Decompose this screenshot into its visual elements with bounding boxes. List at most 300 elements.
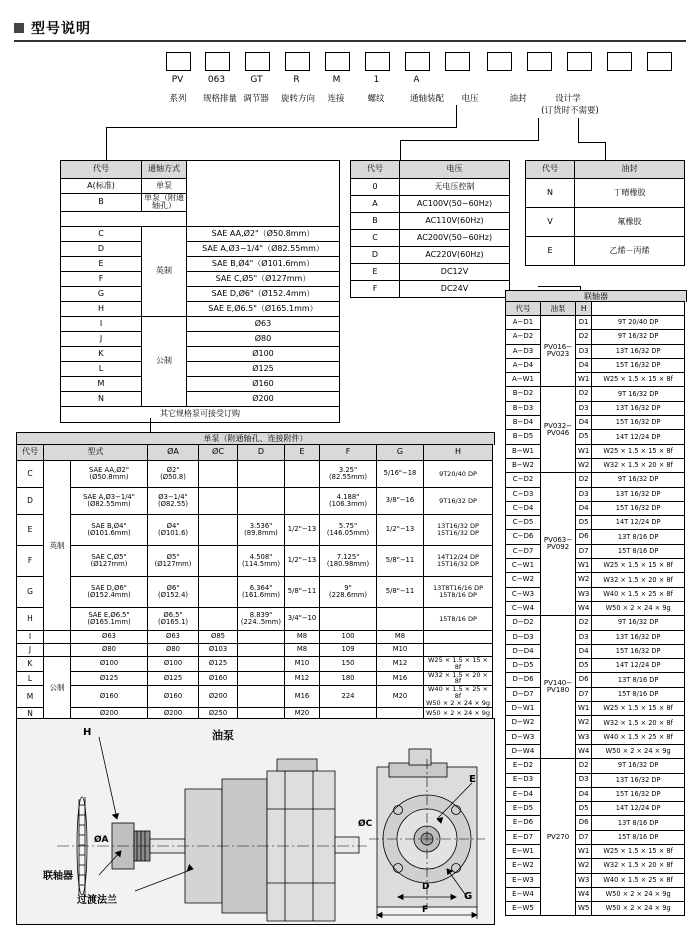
coupling-h: 15T 16/32 DP — [592, 644, 685, 658]
coupling-row-6 — [506, 401, 685, 415]
coupling-code: A−W1 — [506, 373, 541, 387]
connector-line — [578, 142, 605, 143]
main-code: N — [17, 707, 44, 720]
model-code-value-7: A — [413, 75, 420, 85]
coupling-pump: W4 — [576, 887, 592, 901]
col-header-seal: 油封 — [575, 161, 685, 179]
shaft-mode: Ø100 — [187, 346, 340, 361]
coupling-h: W40 × 1.5 × 25 × 8f — [592, 873, 685, 887]
main-g — [377, 608, 424, 631]
model-code-value-5: M — [332, 75, 341, 85]
main-oa: Ø200 — [148, 707, 199, 720]
shaft-row-7 — [61, 286, 340, 301]
coupling-row-38 — [506, 859, 685, 873]
main-h: 13T8T16/16 DP 15T8/16 DP — [424, 577, 493, 608]
coupling-pump-group: PV063− PV092 — [541, 473, 576, 616]
coupling-row-10 — [506, 458, 685, 472]
coupling-code: B−D4 — [506, 416, 541, 430]
main-table-title: 单泵（附通轴孔、连接附件） — [16, 432, 495, 445]
figure-label-a: ØA — [94, 835, 109, 845]
main-spec-table — [16, 444, 493, 721]
main-g: 5/8"−11 — [377, 577, 424, 608]
main-oa: Ø4" (Ø101.6) — [148, 515, 199, 546]
col-header-code: 代号 — [526, 161, 575, 179]
coupling-h: 9T 20/40 DP — [592, 316, 685, 330]
coupling-h: 15T 16/32 DP — [592, 501, 685, 515]
coupling-row-31 — [506, 759, 685, 773]
coupling-pump: D3 — [576, 487, 592, 501]
coupling-code: C−D4 — [506, 501, 541, 515]
main-type: SAE B,Ø4" (Ø101.6mm) — [71, 515, 148, 546]
coupling-pump: W2 — [576, 573, 592, 587]
coupling-pump: W5 — [576, 902, 592, 916]
main-oa: Ø160 — [148, 686, 199, 707]
coupling-pump: W1 — [576, 559, 592, 573]
title-divider — [14, 40, 686, 42]
main-f: 224 — [320, 686, 377, 707]
coupling-h: W32 × 1.5 × 20 × 8f — [592, 859, 685, 873]
coupling-pump: W3 — [576, 587, 592, 601]
seal-material: 丁晴橡胶 — [575, 179, 685, 208]
main-type: Ø63 — [71, 631, 148, 644]
main-code: L — [17, 671, 44, 686]
figure-label-h: H — [83, 727, 92, 738]
coupling-pump: W3 — [576, 873, 592, 887]
model-code-box-2[interactable] — [205, 52, 230, 71]
connector-line — [106, 127, 107, 160]
model-code-label-7: 通轴装配 — [409, 94, 444, 104]
coupling-h: 13T 16/32 DP — [592, 344, 685, 358]
shaft-group-label — [61, 211, 187, 226]
model-code-box-6[interactable] — [365, 52, 390, 71]
connector-line — [538, 118, 539, 140]
coupling-row-15 — [506, 530, 685, 544]
shaft-row-6 — [61, 271, 340, 286]
shaft-code: A(标准) — [61, 179, 142, 194]
main-e: 5/8"−11 — [285, 577, 320, 608]
figure-label-f: F — [422, 905, 429, 915]
figure-label-e: E — [469, 774, 476, 785]
main-f: 150 — [320, 657, 377, 672]
coupling-pump: W2 — [576, 458, 592, 472]
main-f: 100 — [320, 631, 377, 644]
voltage-value: DC24V — [400, 281, 510, 298]
table-header-row — [61, 161, 340, 179]
shaft-group-eng: 英制 — [142, 226, 187, 316]
coupling-pump-group: PV140− PV180 — [541, 616, 576, 759]
seal-row-2 — [526, 237, 685, 266]
model-code-box-9[interactable] — [487, 52, 512, 71]
shaft-mode: SAE E,Ø6.5"（Ø165.1mm） — [187, 301, 340, 316]
connector-line — [106, 127, 457, 128]
coupling-pump: D5 — [576, 802, 592, 816]
coupling-row-3 — [506, 358, 685, 372]
main-g: M12 — [377, 657, 424, 672]
shaft-code: H — [61, 301, 142, 316]
coupling-row-18 — [506, 573, 685, 587]
main-f: 3.25" (82.55mm) — [320, 461, 377, 488]
coupling-h: 13T 8/16 DP — [592, 673, 685, 687]
figure-label-c: ØC — [358, 819, 373, 829]
main-e: M16 — [285, 686, 320, 707]
shaft-row-14 — [61, 391, 340, 406]
main-f: 109 — [320, 644, 377, 657]
main-group-met: 公制 — [44, 657, 71, 721]
coupling-h: 13T 8/16 DP — [592, 816, 685, 830]
main-e: M8 — [285, 644, 320, 657]
model-code-value-6: 1 — [373, 75, 380, 85]
coupling-code: D−D2 — [506, 616, 541, 630]
voltage-row-3 — [351, 230, 510, 247]
coupling-row-24 — [506, 659, 685, 673]
model-code-label-3: 调节器 — [243, 94, 269, 104]
model-code-box-5[interactable] — [325, 52, 350, 71]
main-e — [285, 461, 320, 488]
coupling-pump: D2 — [576, 387, 592, 401]
shaft-code: D — [61, 241, 142, 256]
coupling-row-4 — [506, 373, 685, 387]
main-type: SAE AA,Ø2" (Ø50.8mm) — [71, 461, 148, 488]
coupling-row-41 — [506, 902, 685, 916]
main-oc: Ø200 — [199, 686, 238, 707]
voltage-value: AC110V(60Hz) — [400, 213, 510, 230]
coupling-h: 15T 8/16 DP — [592, 830, 685, 844]
main-oc — [199, 488, 238, 515]
coupling-code: B−D2 — [506, 387, 541, 401]
page-title — [14, 18, 91, 38]
coupling-row-21 — [506, 616, 685, 630]
coupling-row-19 — [506, 587, 685, 601]
coupling-code: D−W4 — [506, 744, 541, 758]
model-code-box-1[interactable] — [166, 52, 191, 71]
model-code-box-7[interactable] — [405, 52, 430, 71]
coupling-h: 15T 8/16 DP — [592, 544, 685, 558]
shaft-row-13 — [61, 376, 340, 391]
main-group-blank — [44, 631, 71, 644]
connector-line — [578, 118, 579, 142]
assembly-figure — [16, 718, 495, 925]
coupling-pump: D3 — [576, 401, 592, 415]
main-h — [424, 631, 493, 644]
main-f — [320, 608, 377, 631]
coupling-pump: D7 — [576, 544, 592, 558]
coupling-pump: W4 — [576, 744, 592, 758]
main-oa: Ø5" (Ø127mm) — [148, 546, 199, 577]
model-code-box-3[interactable] — [245, 52, 270, 71]
coupling-code: A−D4 — [506, 358, 541, 372]
main-e: M20 — [285, 707, 320, 720]
coupling-pump: W1 — [576, 444, 592, 458]
coupling-row-14 — [506, 516, 685, 530]
table-header-row — [17, 445, 493, 461]
shaft-mode: Ø160 — [187, 376, 340, 391]
main-code: F — [17, 546, 44, 577]
coupling-h: W25 × 1.5 × 15 × 8f — [592, 444, 685, 458]
coupling-code: C−W2 — [506, 573, 541, 587]
main-e: 3/4"−10 — [285, 608, 320, 631]
figure-label-g: G — [464, 891, 473, 902]
main-d: 6.364" (161.6mm) — [238, 577, 285, 608]
shaft-code: L — [61, 361, 142, 376]
coupling-h: W32 × 1.5 × 20 × 8f — [592, 716, 685, 730]
main-h: W32 × 1.5 × 20 × 8f — [424, 671, 493, 686]
coupling-row-34 — [506, 802, 685, 816]
main-d: 4.508" (114.5mm) — [238, 546, 285, 577]
coupling-row-1 — [506, 330, 685, 344]
main-e: 1/2"−13 — [285, 515, 320, 546]
coupling-pump: W1 — [576, 844, 592, 858]
col-header-4: D — [238, 445, 285, 461]
main-row-4 — [17, 577, 493, 608]
main-h: 15T8/16 DP — [424, 608, 493, 631]
coupling-pump: D6 — [576, 816, 592, 830]
voltage-code: D — [351, 247, 400, 264]
coupling-row-8 — [506, 430, 685, 444]
coupling-table — [505, 301, 685, 916]
main-g: M20 — [377, 686, 424, 707]
coupling-h: 13T 16/32 DP — [592, 773, 685, 787]
coupling-pump: D5 — [576, 430, 592, 444]
main-g: 1/2"−13 — [377, 515, 424, 546]
voltage-row-6 — [351, 281, 510, 298]
model-code-value-1: PV — [171, 75, 184, 85]
coupling-h: 15T 8/16 DP — [592, 687, 685, 701]
main-type: Ø160 — [71, 686, 148, 707]
coupling-row-27 — [506, 702, 685, 716]
model-code-value-3: GT — [250, 75, 263, 85]
coupling-h: W32 × 1.5 × 20 × 8f — [592, 458, 685, 472]
main-type: SAE A,Ø3−1/4" (Ø82.55mm) — [71, 488, 148, 515]
coupling-h: W50 × 2 × 24 × 9g — [592, 601, 685, 615]
coupling-code: C−W3 — [506, 587, 541, 601]
main-h: 13T16/32 DP 15T16/32 DP — [424, 515, 493, 546]
shaft-mode: SAE D,Ø6"（Ø152.4mm） — [187, 286, 340, 301]
main-d: 8.839" (224..5mm) — [238, 608, 285, 631]
coupling-code: C−D7 — [506, 544, 541, 558]
main-h: 9T20/40 DP — [424, 461, 493, 488]
coupling-pump-group: PV032− PV046 — [541, 387, 576, 473]
page-title-text: 型号说明 — [31, 21, 91, 37]
shaft-mode: SAE A,Ø3−1/4"（Ø82.55mm） — [187, 241, 340, 256]
main-row-5 — [17, 608, 493, 631]
coupling-pump: D3 — [576, 773, 592, 787]
coupling-code: E−W4 — [506, 887, 541, 901]
shaft-row-11 — [61, 346, 340, 361]
coupling-code: E−W5 — [506, 902, 541, 916]
voltage-row-5 — [351, 264, 510, 281]
coupling-row-9 — [506, 444, 685, 458]
voltage-code: 0 — [351, 179, 400, 196]
coupling-row-20 — [506, 601, 685, 615]
main-oc — [199, 515, 238, 546]
coupling-code: C−D2 — [506, 473, 541, 487]
coupling-pump: D4 — [576, 358, 592, 372]
coupling-pump: D6 — [576, 530, 592, 544]
coupling-h: 14T 12/24 DP — [592, 430, 685, 444]
main-d — [238, 686, 285, 707]
coupling-pump: D2 — [576, 616, 592, 630]
main-e: M8 — [285, 631, 320, 644]
coupling-h: W40 × 1.5 × 25 × 8f — [592, 587, 685, 601]
shaft-row-10 — [61, 331, 340, 346]
voltage-value: DC12V — [400, 264, 510, 281]
coupling-code: E−D7 — [506, 830, 541, 844]
voltage-value: AC200V(50~60Hz) — [400, 230, 510, 247]
model-code-label-10: 设计学 — [555, 94, 581, 104]
main-e: M12 — [285, 671, 320, 686]
coupling-code: E−D5 — [506, 802, 541, 816]
voltage-code: C — [351, 230, 400, 247]
col-header-code: 代号 — [351, 161, 400, 179]
shaft-footer-row — [61, 406, 340, 422]
main-f: 9" (228.6mm) — [320, 577, 377, 608]
col-header-7: G — [377, 445, 424, 461]
coupling-row-16 — [506, 544, 685, 558]
figure-label-pump: 油泵 — [212, 729, 234, 742]
shaft-mode: Ø200 — [187, 391, 340, 406]
main-code: I — [17, 631, 44, 644]
main-h: 9T16/32 DP — [424, 488, 493, 515]
main-code: J — [17, 644, 44, 657]
voltage-table — [350, 160, 510, 298]
model-code-box-11[interactable] — [567, 52, 592, 71]
main-h: W40 × 1.5 × 25 × 8f W50 × 2 × 24 × 9g — [424, 686, 493, 707]
coupling-row-29 — [506, 730, 685, 744]
coupling-code: A−D3 — [506, 344, 541, 358]
coupling-pump: D5 — [576, 659, 592, 673]
shaft-code: B — [61, 194, 142, 212]
shaft-mode: 单泵 — [142, 179, 187, 194]
col-header-2: ØA — [148, 445, 199, 461]
main-row-8 — [17, 657, 493, 672]
coupling-h: W50 × 2 × 24 × 9g — [592, 902, 685, 916]
model-code-box-12[interactable] — [607, 52, 632, 71]
coupling-pump: D2 — [576, 330, 592, 344]
coupling-row-35 — [506, 816, 685, 830]
main-code: H — [17, 608, 44, 631]
main-type: SAE C,Ø5" (Ø127mm) — [71, 546, 148, 577]
coupling-row-17 — [506, 559, 685, 573]
main-d — [238, 657, 285, 672]
main-g: M8 — [377, 631, 424, 644]
shaft-mode: Ø125 — [187, 361, 340, 376]
shaft-mode: Ø63 — [187, 316, 340, 331]
shaft-row-0 — [61, 179, 340, 194]
model-code-box-8[interactable] — [445, 52, 470, 71]
coupling-pump: D7 — [576, 687, 592, 701]
voltage-code: A — [351, 196, 400, 213]
coupling-code: E−D6 — [506, 816, 541, 830]
col-header-voltage: 电压 — [400, 161, 510, 179]
coupling-h: 15T 16/32 DP — [592, 787, 685, 801]
col-header-h: H — [576, 302, 592, 316]
coupling-code: D−W1 — [506, 702, 541, 716]
main-f: 7.125" (180.98mm) — [320, 546, 377, 577]
coupling-pump: W1 — [576, 702, 592, 716]
coupling-row-28 — [506, 716, 685, 730]
model-code-box-13[interactable] — [647, 52, 672, 71]
coupling-pump: D4 — [576, 787, 592, 801]
main-group-eng: 英制 — [44, 461, 71, 631]
coupling-code: D−D3 — [506, 630, 541, 644]
coupling-pump-group: PV270 — [541, 759, 576, 916]
main-h: W25 × 1.5 × 15 × 8f — [424, 657, 493, 672]
shaft-row-3 — [61, 226, 340, 241]
coupling-h: 14T 12/24 DP — [592, 659, 685, 673]
main-row-6 — [17, 631, 493, 644]
main-d — [238, 488, 285, 515]
coupling-code: C−D5 — [506, 516, 541, 530]
model-code-label-5: 连接 — [327, 94, 345, 104]
shaft-row-1 — [61, 194, 340, 212]
model-code-box-10[interactable] — [527, 52, 552, 71]
main-f: 4.188" (106.3mm) — [320, 488, 377, 515]
figure-label-d: D — [422, 882, 430, 892]
voltage-value: AC220V(60Hz) — [400, 247, 510, 264]
main-g: 3/8"−16 — [377, 488, 424, 515]
main-oc: Ø103 — [199, 644, 238, 657]
main-e — [285, 488, 320, 515]
coupling-code: D−D4 — [506, 644, 541, 658]
shaft-row-8 — [61, 301, 340, 316]
coupling-h: 9T 16/32 DP — [592, 473, 685, 487]
coupling-h: 13T 16/32 DP — [592, 487, 685, 501]
main-code: D — [17, 488, 44, 515]
model-code-box-4[interactable] — [285, 52, 310, 71]
coupling-pump: W3 — [576, 730, 592, 744]
main-d — [238, 631, 285, 644]
coupling-code: B−W2 — [506, 458, 541, 472]
voltage-row-0 — [351, 179, 510, 196]
model-code-label-9: 油封 — [509, 94, 527, 104]
shaft-group-met: 公制 — [142, 316, 187, 406]
coupling-code: A−D2 — [506, 330, 541, 344]
coupling-code: D−D6 — [506, 673, 541, 687]
main-oa: Ø63 — [148, 631, 199, 644]
coupling-pump: W2 — [576, 716, 592, 730]
voltage-value: 无电压控制 — [400, 179, 510, 196]
voltage-code: E — [351, 264, 400, 281]
main-e: 1/2"−13 — [285, 546, 320, 577]
coupling-code: E−W1 — [506, 844, 541, 858]
seal-row-0 — [526, 179, 685, 208]
col-header-code: 代号 — [61, 161, 142, 179]
main-type: Ø200 — [71, 707, 148, 720]
main-oc — [199, 461, 238, 488]
coupling-h: 15T 16/32 DP — [592, 416, 685, 430]
shaft-row-4 — [61, 241, 340, 256]
shaft-through-table — [60, 160, 340, 423]
col-header-6: F — [320, 445, 377, 461]
connector-line — [538, 286, 580, 287]
coupling-row-32 — [506, 773, 685, 787]
seal-code: N — [526, 179, 575, 208]
seal-row-1 — [526, 208, 685, 237]
coupling-row-36 — [506, 830, 685, 844]
coupling-pump: D6 — [576, 673, 592, 687]
shaft-row-5 — [61, 256, 340, 271]
coupling-h: 9T 16/32 DP — [592, 330, 685, 344]
coupling-pump: D1 — [576, 316, 592, 330]
coupling-code: D−W3 — [506, 730, 541, 744]
seal-material: 氟橡胶 — [575, 208, 685, 237]
coupling-row-33 — [506, 787, 685, 801]
main-row-3 — [17, 546, 493, 577]
coupling-pump: D3 — [576, 630, 592, 644]
main-oa: Ø6" (Ø152.4) — [148, 577, 199, 608]
main-row-7 — [17, 644, 493, 657]
coupling-h: 13T 8/16 DP — [592, 530, 685, 544]
